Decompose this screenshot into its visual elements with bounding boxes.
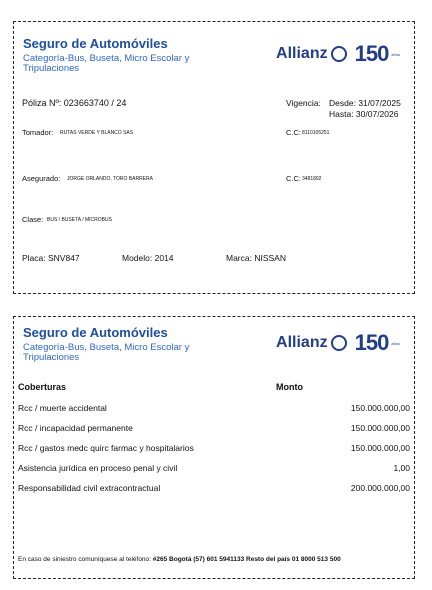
- claims-contact: [18, 556, 341, 563]
- coverage-amount: 150.000.000,00: [350, 403, 410, 413]
- policy-card: [13, 21, 415, 294]
- anniversary-small: años: [391, 51, 400, 57]
- vigencia-hasta: Hasta: 30/07/2026: [329, 109, 399, 119]
- coverage-card: [13, 316, 415, 579]
- poliza-number: Póliza Nº: 023663740 / 24: [22, 98, 127, 108]
- placa: Placa: SNV847: [22, 253, 80, 263]
- claims-contact-lead: En caso de siniestro comuníquese al teléfono:: [18, 556, 153, 563]
- marca: Marca: NISSAN: [226, 253, 286, 263]
- coverage-amount: 200.000.000,00: [350, 483, 410, 493]
- coverage-amount: 150.000.000,00: [350, 423, 410, 433]
- tomador-value: RUTAS VERDE Y BLANCO SAS: [60, 130, 134, 136]
- coverage-label: Asistencia jurídica en proceso penal y civil: [18, 463, 178, 473]
- brand-name: Allianz: [276, 334, 328, 351]
- cc-value: 3481892: [302, 176, 322, 182]
- vigencia-desde: Desde: 31/07/2025: [329, 98, 401, 108]
- cc-value: 8110105251: [302, 130, 330, 136]
- coverage-label: Responsabilidad civil extracontractual: [18, 483, 161, 493]
- coverage-label: Rcc / gastos medc quirc farmac y hospitalarios: [18, 443, 194, 453]
- card-title: Seguro de Automóviles: [23, 36, 168, 51]
- card-title: Seguro de Automóviles: [23, 325, 168, 340]
- anniversary-mark: 150: [354, 330, 389, 355]
- allianz-logo: [276, 41, 400, 67]
- coverage-label: Rcc / muerte accidental: [18, 403, 107, 413]
- monto-header: Monto: [276, 382, 303, 392]
- modelo: Modelo: 2014: [122, 253, 174, 263]
- coberturas-header: Coberturas: [18, 382, 67, 392]
- coverage-amount: 150.000.000,00: [350, 443, 410, 453]
- clase-label: Clase:: [22, 215, 44, 224]
- card-subtitle: Categoría-Bus, Buseta, Micro Escolar y Tripulaciones: [23, 342, 190, 363]
- card-subtitle: Categoría-Bus, Buseta, Micro Escolar y Tripulaciones: [23, 53, 190, 74]
- coverage-label: Rcc / incapacidad permanente: [18, 423, 133, 433]
- cc-label: C.C:: [286, 174, 301, 183]
- brand-name: Allianz: [276, 45, 328, 62]
- tomador-label: Tomador:: [22, 128, 54, 137]
- asegurado-label: Asegurado:: [22, 174, 61, 183]
- allianz-emblem-icon: [331, 335, 347, 351]
- asegurado-value: JORGE ORLANDO, TORO BARRERA: [67, 176, 153, 182]
- allianz-emblem-icon: [331, 46, 347, 62]
- vigencia-label: Vigencia:: [286, 98, 321, 108]
- allianz-logo: [276, 330, 400, 356]
- clase-value: BUS / BUSETA / MICROBUS: [47, 217, 112, 223]
- cc-label: C.C:: [286, 128, 301, 137]
- anniversary-mark: 150: [354, 41, 389, 66]
- anniversary-small: años: [391, 340, 400, 346]
- claims-phone-numbers: #265 Bogotá (57) 601 5941133 Resto del país 01 8000 513 500: [152, 556, 341, 563]
- coverage-amount: 1,00: [393, 463, 410, 473]
